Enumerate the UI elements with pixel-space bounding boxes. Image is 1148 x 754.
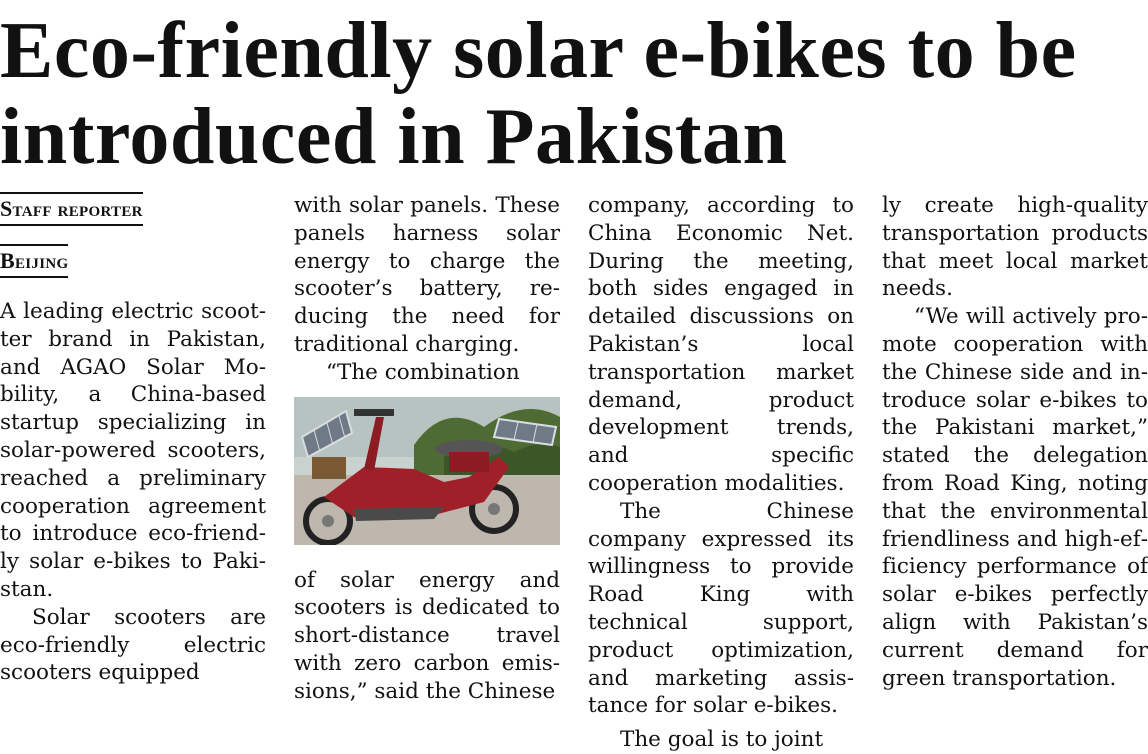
paragraph: A leading electric scootter brand in Pakistan, and AGAO Solar Mobility, a China-based startup specializing in solar-powered scooters, reached a preliminary cooperation agreement to introduce eco-friendly solar e-bikes to Pakistan. — [0, 299, 266, 602]
paragraph: “The combination — [326, 359, 520, 385]
article-column-3 — [588, 192, 854, 754]
byline-location-wrap — [0, 244, 266, 278]
paragraph: of solar energy and scooters is dedicated to short-distance travel with zero carbon emissions,” said the Chinese — [294, 567, 560, 704]
seat-base — [449, 452, 489, 472]
article-column-4 — [882, 192, 1148, 692]
paragraph: Solar scooters are eco-friendly electric scooters equipped — [0, 604, 266, 686]
paragraph: “We will actively promote cooperation with the Chinese side and introduce solar e-bikes to the Pakistani market,” stated the delegation from Road King, noting that the environmental friendliness and high-efficiency performance of solar e-bikes perfectly align with Pakistan’s current demand for green transportation. — [882, 304, 1148, 691]
byline-reporter: Staff reporter — [0, 192, 143, 226]
front-hub — [488, 503, 500, 515]
solar-scooter-photo — [294, 397, 560, 545]
scooter-floor — [354, 507, 444, 521]
handlebar — [354, 409, 394, 416]
rear-hub — [322, 515, 334, 527]
paragraph: ly create high-quality transportation products that meet local market needs. — [882, 193, 1148, 302]
scooter-illustration — [294, 397, 560, 545]
headline-line-1: Eco-friendly solar e-bikes to be — [0, 7, 1077, 95]
headline — [0, 8, 1148, 180]
paragraph: The Chinese company expressed its willingness to provide Road King with technical support, product optimization, and marketing assistance for solar e-bikes. — [588, 498, 854, 719]
paragraph: with solar panels. These panels harness solar energy to charge the scooter’s battery, reducing the need for traditional charging. — [294, 193, 560, 357]
paragraph: company, according to China Economic Net. During the meeting, both sides engaged in detailed discussions on Pakistan’s local transportation market demand, product development trends, and specific cooperation modalities. — [588, 193, 854, 496]
byline-location: Beijing — [0, 244, 68, 278]
headline-line-2: introduced in Pakistan — [0, 93, 788, 181]
article-column-2 — [294, 192, 560, 706]
front-basket — [312, 457, 346, 479]
byline-reporter-wrap — [0, 192, 266, 226]
article-column-1 — [0, 192, 266, 687]
paragraph: The goal is to joint — [620, 727, 824, 753]
